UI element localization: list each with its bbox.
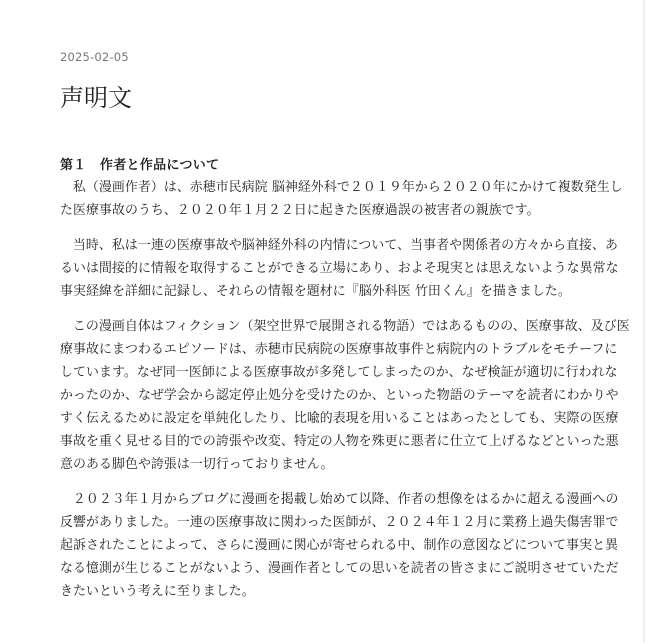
article-body [60,176,630,615]
paragraph-1: 私（漫画作者）は、赤穂市民病院 脳神経外科で２０１９年から２０２０年にかけて複数発生した医療事故のうち、２０２０年１月２２日に起きた医療過誤の被害者の親族です。 [60,180,623,218]
section-heading: 第１ 作者と作品について [60,158,220,173]
page-title: 声明文 [60,84,132,112]
publish-date: 2025-02-05 [60,50,129,64]
paragraph-3: この漫画自体はフィクション（架空世界で展開される物語）ではあるものの、医療事故、及び医療事故にまつわるエピソードは、赤穂市民病院の医療事故事件と病院内のトラブルをモチーフにしています。なぜ同一医師による医療事故が多発してしまったのか、なぜ検証が適切に行われなかったのか、なぜ学会から認定停止処分を受けたのか、といった物語のテーマを読者にわかりやすく伝えるために設定を単純化したり、比喩的表現を用いることはあったとしても、実際の医療事故を重く見せる目的での誇張や改変、特定の人物を殊更に悪者に仕立て上げるなどといった悪意のある脚色や誇張は一切行っておりません。 [60,319,630,472]
paragraph-4: ２０２３年１月からブログに漫画を掲載し始めて以降、作者の想像をはるかに超える漫画への反響がありました。一連の医療事故に関わった医師が、２０２４年１２月に業務上過失傷害罪で起訴されたことによって、さらに漫画に関心が寄せられる中、制作の意図などについて事実と異なる憶測が生じることがないよう、漫画作者としての思いを読者の皆さまにご説明させていただきたいという考えに至りました。 [60,492,619,599]
paragraph-2: 当時、私は一連の医療事故や脳神経外科の内情について、当事者や関係者の方々から直接、あるいは間接的に情報を取得することができる立場にあり、およそ現実とは思えないような異常な事実経緯を詳細に記録し、それらの情報を題材に『脳外科医 竹田くん』を描きました。 [60,238,619,299]
